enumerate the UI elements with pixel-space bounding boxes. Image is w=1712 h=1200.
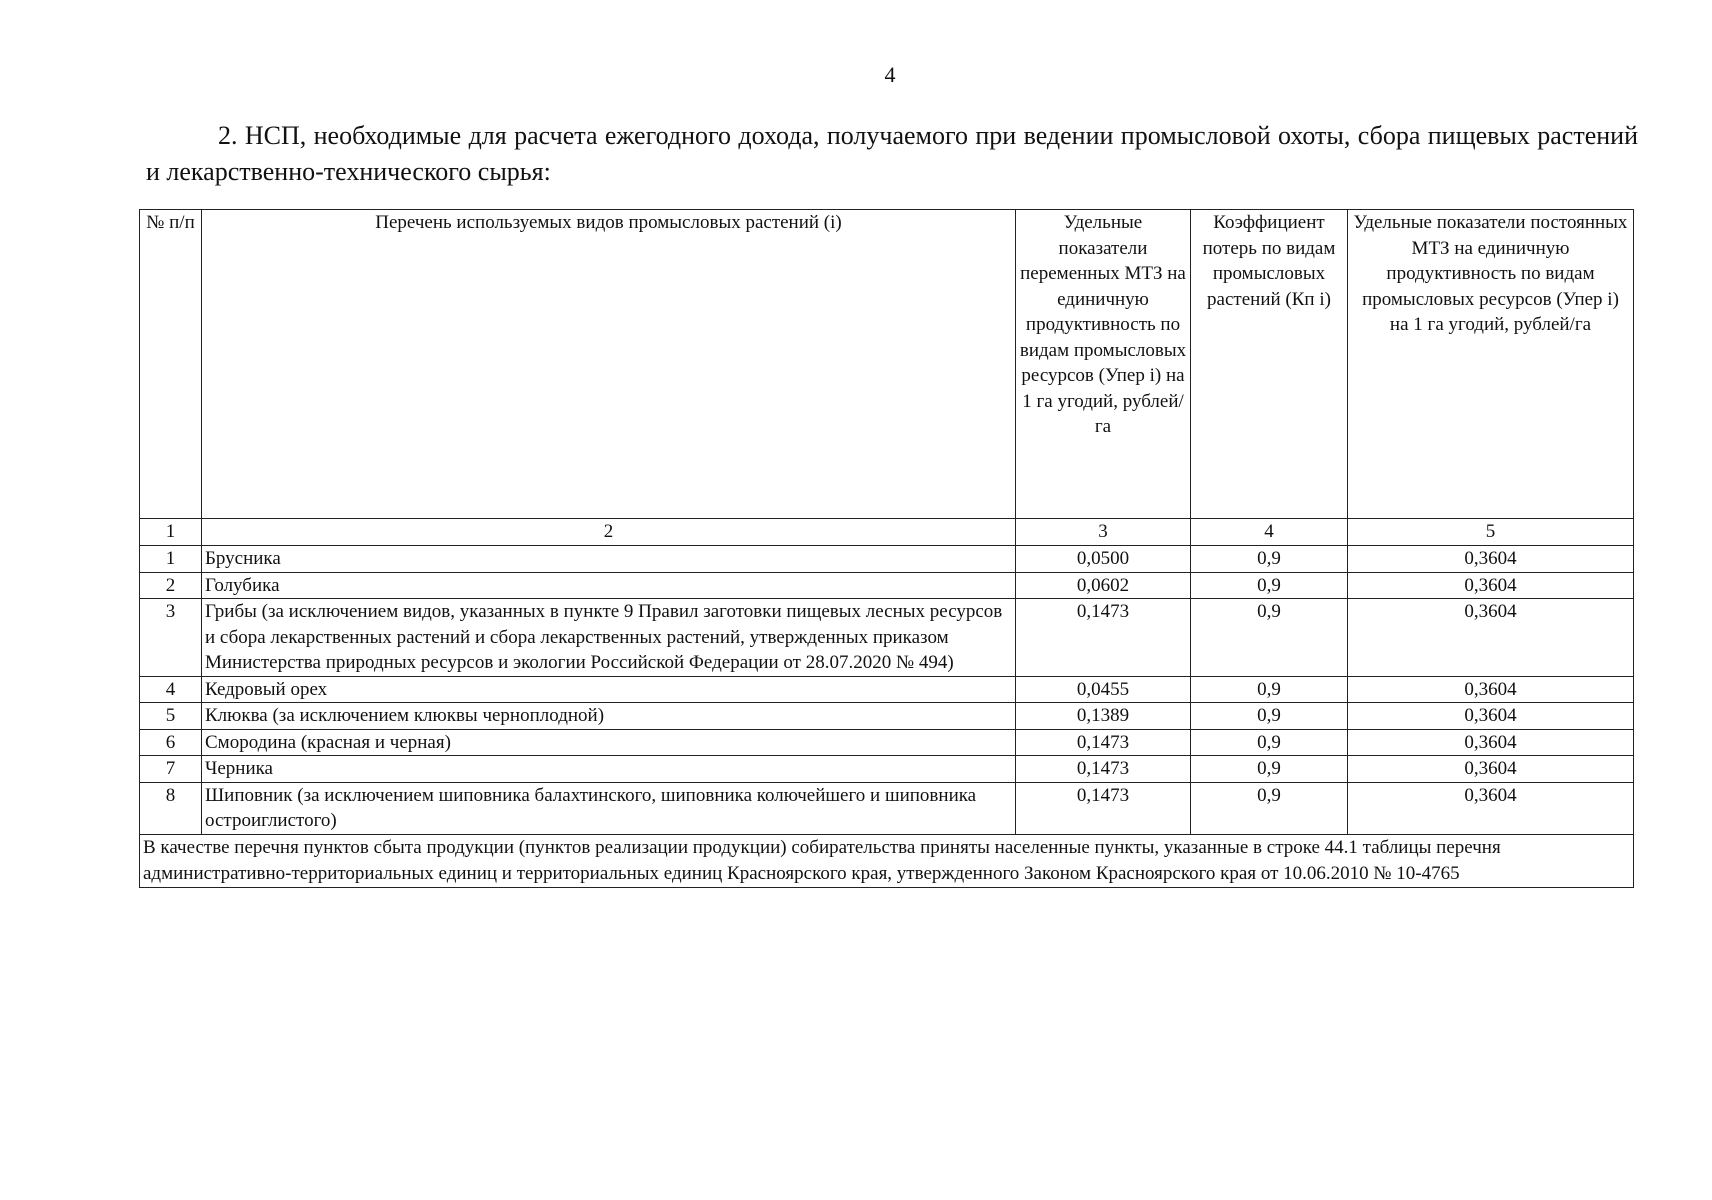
- column-numbers-row: [140, 519, 1634, 546]
- column-number: 1: [140, 519, 202, 546]
- fixed-cost-value: 0,3604: [1348, 703, 1634, 730]
- variable-cost-value: 0,1473: [1016, 782, 1191, 834]
- variable-cost-value: 0,1473: [1016, 599, 1191, 677]
- variable-cost-value: 0,0455: [1016, 676, 1191, 703]
- page-number: 4: [884, 62, 896, 87]
- fixed-cost-value: 0,3604: [1348, 599, 1634, 677]
- row-number: 6: [140, 729, 202, 756]
- column-number: 3: [1016, 519, 1191, 546]
- table-row: [140, 599, 1634, 677]
- fixed-cost-value: 0,3604: [1348, 782, 1634, 834]
- header-number: № п/п: [140, 210, 202, 519]
- plant-name: Черника: [202, 756, 1016, 783]
- plant-name: Шиповник (за исключением шиповника балахтинского, шиповника колючейшего и шиповника остроиглистого): [202, 782, 1016, 834]
- table-header-row: [140, 210, 1634, 519]
- plant-name: Голубика: [202, 572, 1016, 599]
- header-plant-list: Перечень используемых видов промысловых растений (i): [202, 210, 1016, 519]
- variable-cost-value: 0,1473: [1016, 729, 1191, 756]
- column-number: 2: [202, 519, 1016, 546]
- loss-coefficient-value: 0,9: [1191, 782, 1348, 834]
- plant-name: Грибы (за исключением видов, указанных в пункте 9 Правил заготовки пищевых лесных ресурсов и сбора лекарственных растений и сбора лекарственных растений, утвержденных приказом Министерства природных ресурсов и экологии Российской Федерации от 28.07.2020 № 494): [202, 599, 1016, 677]
- table-row: [140, 546, 1634, 573]
- row-number: 5: [140, 703, 202, 730]
- table-note: В качестве перечня пунктов сбыта продукции (пунктов реализации продукции) собирательства приняты населенные пункты, указанные в строке 44.1 таблицы перечня административно-территориальных единиц и территориальных единиц Красноярского края, утвержденного Законом Красноярского края от 10.06.2010 № 10-4765: [140, 834, 1634, 887]
- loss-coefficient-value: 0,9: [1191, 572, 1348, 599]
- variable-cost-value: 0,1389: [1016, 703, 1191, 730]
- table-row: [140, 756, 1634, 783]
- column-number: 5: [1348, 519, 1634, 546]
- variable-cost-value: 0,0602: [1016, 572, 1191, 599]
- fixed-cost-value: 0,3604: [1348, 572, 1634, 599]
- loss-coefficient-value: 0,9: [1191, 756, 1348, 783]
- resources-table: [139, 209, 1634, 888]
- loss-coefficient-value: 0,9: [1191, 729, 1348, 756]
- plant-name: Брусника: [202, 546, 1016, 573]
- table-row: [140, 572, 1634, 599]
- plant-name: Кедровый орех: [202, 676, 1016, 703]
- table-row: [140, 729, 1634, 756]
- header-loss-coefficient: Коэффициент потерь по видам промысловых растений (Кп i): [1191, 210, 1348, 519]
- variable-cost-value: 0,0500: [1016, 546, 1191, 573]
- section-heading: 2. НСП, необходимые для расчета ежегодного дохода, получаемого при ведении промысловой охоты, сбора пищевых растений и лекарственно-технического сырья:: [146, 121, 1638, 186]
- row-number: 4: [140, 676, 202, 703]
- table-row: [140, 782, 1634, 834]
- row-number: 8: [140, 782, 202, 834]
- fixed-cost-value: 0,3604: [1348, 756, 1634, 783]
- row-number: 3: [140, 599, 202, 677]
- fixed-cost-value: 0,3604: [1348, 546, 1634, 573]
- plant-name: Клюква (за исключением клюквы черноплодной): [202, 703, 1016, 730]
- loss-coefficient-value: 0,9: [1191, 676, 1348, 703]
- table-row: [140, 676, 1634, 703]
- fixed-cost-value: 0,3604: [1348, 676, 1634, 703]
- row-number: 7: [140, 756, 202, 783]
- fixed-cost-value: 0,3604: [1348, 729, 1634, 756]
- row-number: 1: [140, 546, 202, 573]
- header-fixed-costs: Удельные показатели постоянных МТЗ на единичную продуктивность по видам промысловых ресурсов (Упер i) на 1 га угодий, рублей/га: [1348, 210, 1634, 519]
- variable-cost-value: 0,1473: [1016, 756, 1191, 783]
- loss-coefficient-value: 0,9: [1191, 546, 1348, 573]
- row-number: 2: [140, 572, 202, 599]
- loss-coefficient-value: 0,9: [1191, 599, 1348, 677]
- table-note-row: [140, 834, 1634, 887]
- plant-name: Смородина (красная и черная): [202, 729, 1016, 756]
- column-number: 4: [1191, 519, 1348, 546]
- table-row: [140, 703, 1634, 730]
- header-variable-costs: Удельные показатели переменных МТЗ на единичную продуктивность по видам промысловых ресурсов (Упер i) на 1 га угодий, рублей/га: [1016, 210, 1191, 519]
- loss-coefficient-value: 0,9: [1191, 703, 1348, 730]
